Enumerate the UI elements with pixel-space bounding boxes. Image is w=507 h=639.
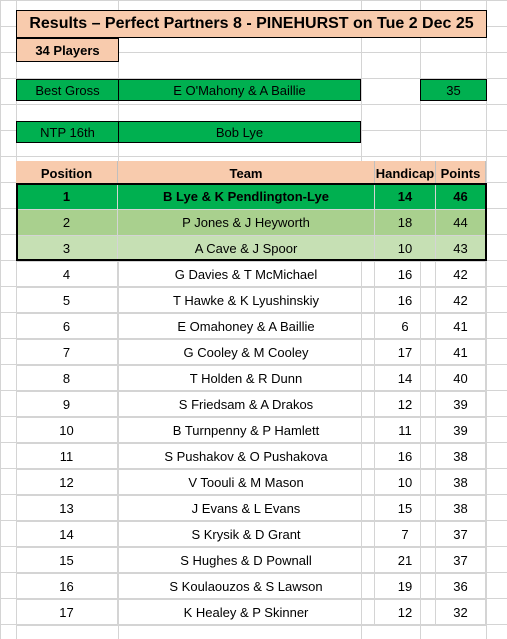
cell-team[interactable]: S Pushakov & O Pushakova — [118, 444, 375, 470]
best-gross-label-text: Best Gross — [35, 82, 100, 98]
cell-position[interactable]: 14 — [16, 522, 118, 548]
cell-handicap[interactable]: 7 — [375, 522, 436, 548]
cell-team[interactable]: V Toouli & M Mason — [118, 470, 375, 496]
cell-team[interactable]: J Evans & L Evans — [118, 496, 375, 522]
best-gross-team-text: E O'Mahony & A Baillie — [173, 82, 306, 98]
table-row[interactable] — [16, 366, 486, 392]
table-row[interactable] — [16, 184, 486, 210]
table-row[interactable] — [16, 418, 486, 444]
cell-handicap[interactable]: 14 — [375, 184, 436, 210]
cell-handicap[interactable]: 21 — [375, 548, 436, 574]
best-gross-score-text: 35 — [446, 82, 461, 98]
cell-points[interactable]: 39 — [436, 418, 486, 444]
ntp-label[interactable] — [16, 121, 119, 143]
cell-position[interactable]: 3 — [16, 236, 118, 262]
best-gross-team[interactable] — [118, 79, 361, 101]
cell-handicap[interactable]: 16 — [375, 262, 436, 288]
table-row[interactable] — [16, 262, 486, 288]
cell-handicap[interactable]: 6 — [375, 314, 436, 340]
cell-position[interactable]: 11 — [16, 444, 118, 470]
cell-points[interactable]: 42 — [436, 262, 486, 288]
ntp-label-text: NTP 16th — [40, 124, 95, 140]
players-count-text: 34 Players — [35, 42, 100, 58]
table-row[interactable] — [16, 236, 486, 262]
table-row[interactable] — [16, 548, 486, 574]
table-row[interactable] — [16, 522, 486, 548]
cell-handicap[interactable]: 10 — [375, 236, 436, 262]
table-row[interactable] — [16, 444, 486, 470]
table-row[interactable] — [16, 288, 486, 314]
cell-points[interactable]: 32 — [436, 600, 486, 626]
best-gross-score[interactable] — [420, 79, 487, 101]
cell-points[interactable]: 36 — [436, 574, 486, 600]
cell-position[interactable]: 13 — [16, 496, 118, 522]
cell-handicap[interactable]: 12 — [375, 600, 436, 626]
cell-handicap[interactable]: 15 — [375, 496, 436, 522]
cell-position[interactable]: 9 — [16, 392, 118, 418]
cell-position[interactable]: 8 — [16, 366, 118, 392]
cell-points[interactable]: 40 — [436, 366, 486, 392]
cell-position[interactable]: 4 — [16, 262, 118, 288]
cell-handicap[interactable]: 18 — [375, 210, 436, 236]
cell-team[interactable]: S Koulaouzos & S Lawson — [118, 574, 375, 600]
cell-position[interactable]: 15 — [16, 548, 118, 574]
table-row[interactable] — [16, 340, 486, 366]
header-handicap[interactable]: Handicap — [375, 161, 436, 187]
header-points[interactable]: Points — [436, 161, 486, 187]
cell-points[interactable]: 42 — [436, 288, 486, 314]
cell-points[interactable]: 38 — [436, 444, 486, 470]
players-count[interactable] — [16, 38, 119, 62]
table-row[interactable] — [16, 392, 486, 418]
cell-position[interactable]: 16 — [16, 574, 118, 600]
cell-team[interactable]: S Krysik & D Grant — [118, 522, 375, 548]
cell-points[interactable]: 38 — [436, 470, 486, 496]
cell-team[interactable]: B Turnpenny & P Hamlett — [118, 418, 375, 444]
cell-team[interactable]: G Cooley & M Cooley — [118, 340, 375, 366]
cell-team[interactable]: T Hawke & K Lyushinskiy — [118, 288, 375, 314]
page-title-text: Results – Perfect Partners 8 - PINEHURST on Tue 2 Dec 25 — [29, 15, 474, 32]
cell-position[interactable]: 7 — [16, 340, 118, 366]
cell-team[interactable]: T Holden & R Dunn — [118, 366, 375, 392]
cell-points[interactable]: 41 — [436, 314, 486, 340]
cell-position[interactable]: 10 — [16, 418, 118, 444]
cell-team[interactable]: P Jones & J Heyworth — [118, 210, 375, 236]
table-row[interactable] — [16, 496, 486, 522]
cell-handicap[interactable]: 16 — [375, 288, 436, 314]
table-row[interactable] — [16, 600, 486, 626]
cell-handicap[interactable]: 10 — [375, 470, 436, 496]
cell-position[interactable]: 2 — [16, 210, 118, 236]
cell-position[interactable]: 12 — [16, 470, 118, 496]
cell-handicap[interactable]: 11 — [375, 418, 436, 444]
cell-position[interactable]: 6 — [16, 314, 118, 340]
table-row[interactable] — [16, 314, 486, 340]
cell-team[interactable]: S Friedsam & A Drakos — [118, 392, 375, 418]
cell-team[interactable]: S Hughes & D Pownall — [118, 548, 375, 574]
best-gross-label[interactable] — [16, 79, 119, 101]
table-row[interactable] — [16, 574, 486, 600]
cell-points[interactable]: 44 — [436, 210, 486, 236]
cell-team[interactable]: B Lye & K Pendlington-Lye — [118, 184, 375, 210]
cell-points[interactable]: 43 — [436, 236, 486, 262]
page-title[interactable] — [16, 10, 487, 38]
cell-team[interactable]: A Cave & J Spoor — [118, 236, 375, 262]
cell-points[interactable]: 39 — [436, 392, 486, 418]
cell-points[interactable]: 37 — [436, 522, 486, 548]
cell-handicap[interactable]: 14 — [375, 366, 436, 392]
ntp-name-text: Bob Lye — [215, 124, 264, 140]
cell-team[interactable]: G Davies & T McMichael — [118, 262, 375, 288]
cell-points[interactable]: 46 — [436, 184, 486, 210]
cell-points[interactable]: 38 — [436, 496, 486, 522]
table-row[interactable] — [16, 470, 486, 496]
cell-handicap[interactable]: 16 — [375, 444, 436, 470]
cell-points[interactable]: 37 — [436, 548, 486, 574]
ntp-name[interactable] — [118, 121, 361, 143]
cell-position[interactable]: 5 — [16, 288, 118, 314]
cell-points[interactable]: 41 — [436, 340, 486, 366]
cell-handicap[interactable]: 19 — [375, 574, 436, 600]
cell-position[interactable]: 17 — [16, 600, 118, 626]
cell-position[interactable]: 1 — [16, 184, 118, 210]
header-team[interactable]: Team — [118, 161, 375, 187]
table-row[interactable] — [16, 210, 486, 236]
cell-handicap[interactable]: 12 — [375, 392, 436, 418]
cell-handicap[interactable]: 17 — [375, 340, 436, 366]
cell-team[interactable]: K Healey & P Skinner — [118, 600, 375, 626]
header-position[interactable]: Position — [16, 161, 118, 187]
cell-team[interactable]: E Omahoney & A Baillie — [118, 314, 375, 340]
